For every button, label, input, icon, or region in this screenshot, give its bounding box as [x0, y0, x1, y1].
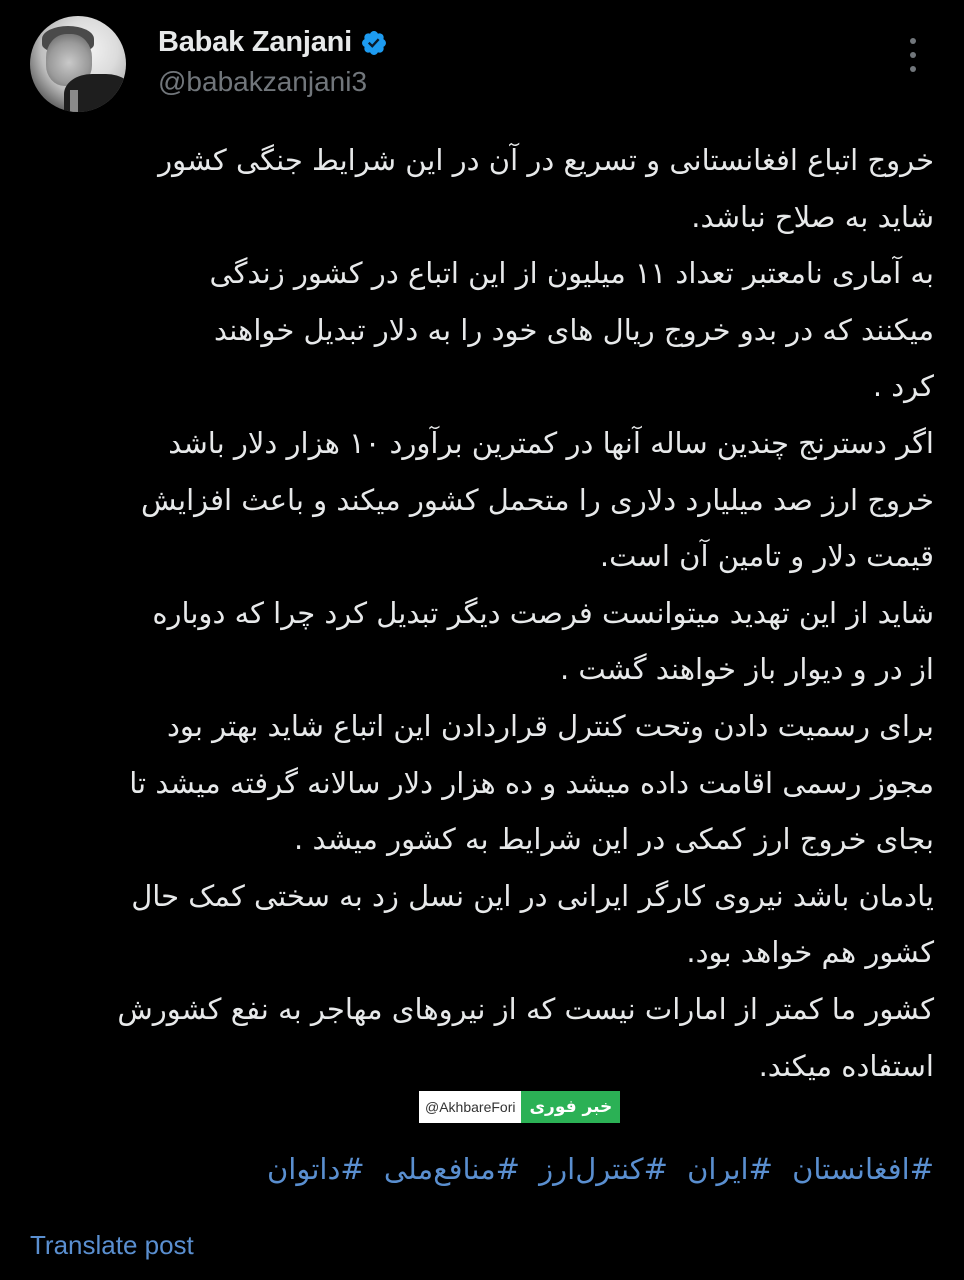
tweet-text [30, 132, 934, 1094]
watermark-handle: @AkhbareFori [419, 1091, 521, 1123]
avatar[interactable] [30, 16, 126, 112]
tweet-line: کشور ما کمتر از امارات نیست که از نیروهای مهاجر به نفع کشورش [117, 991, 934, 1026]
hashtag-link[interactable]: #داتوان [266, 1152, 365, 1186]
tweet-line: اگر دسترنج چندین ساله آنها در کمترین برآورد ۱۰ هزار دلار باشد [168, 425, 934, 460]
more-options-button[interactable] [906, 38, 920, 72]
author-display-name[interactable]: Babak Zanjani [158, 26, 353, 58]
tweet-line: کشور هم خواهد بود. [686, 935, 934, 970]
verified-badge-icon [360, 29, 388, 57]
more-vertical-icon-dot [910, 66, 916, 72]
more-vertical-icon [910, 38, 916, 44]
tweet-line: یادمان باشد نیروی کارگر ایرانی در این نسل زد به سختی کمک حال [131, 878, 934, 913]
tweet-line: خروج اتباع افغانستانی و تسریع در آن در این شرایط جنگی کشور [158, 143, 934, 177]
tweet-line: به آماری نامعتبر تعداد ۱۱ میلیون از این اتباع در کشور زندگی [209, 256, 934, 291]
tweet-line: مجوز رسمی اقامت داده میشد و ده هزار دلار سالانه گرفته میشد تا [129, 765, 934, 800]
hashtag-link[interactable]: #افغانستان [792, 1152, 934, 1186]
translate-post-link[interactable]: Translate post [30, 1230, 194, 1260]
watermark-logo: خبر فوری [521, 1091, 620, 1123]
tweet-line: استفاده میکند. [758, 1048, 934, 1083]
source-watermark [419, 1091, 620, 1123]
tweet-line: از در و دیوار باز خواهند گشت . [559, 652, 934, 687]
avatar-tie [70, 90, 78, 112]
tweet-line: میکنند که در بدو خروج ریال های خود را به دلار تبدیل خواهند [214, 312, 934, 347]
tweet-line: شاید از این تهدید میتوانست فرصت دیگر تبدیل کرد چرا که دوباره [152, 595, 934, 630]
author-name-row [158, 26, 388, 59]
tweet-line: خروج ارز صد میلیارد دلاری را متحمل کشور میکند و باعث افزایش [141, 482, 934, 517]
tweet-line: قیمت دلار و تامین آن است. [599, 539, 934, 574]
tweet-line: برای رسمیت دادن وتحت کنترل قراردادن این اتباع شاید بهتر بود [166, 708, 934, 743]
hashtag-link[interactable]: #ایران [687, 1152, 773, 1186]
tweet-line: شاید به صلاح نباشد. [691, 199, 934, 234]
tweet-line: کرد . [872, 369, 934, 404]
hashtag-link[interactable]: #کنترل‌ارز [539, 1152, 668, 1186]
hashtag-list [267, 1152, 934, 1186]
more-vertical-icon-dot [910, 52, 916, 58]
tweet-header [0, 0, 964, 120]
author-handle[interactable]: @babakzanjani3 [158, 66, 368, 97]
hashtag-link[interactable]: #منافع‌ملی [383, 1152, 520, 1186]
tweet-line: بجای خروج ارز کمکی در این شرایط به کشور میشد . [294, 822, 934, 857]
